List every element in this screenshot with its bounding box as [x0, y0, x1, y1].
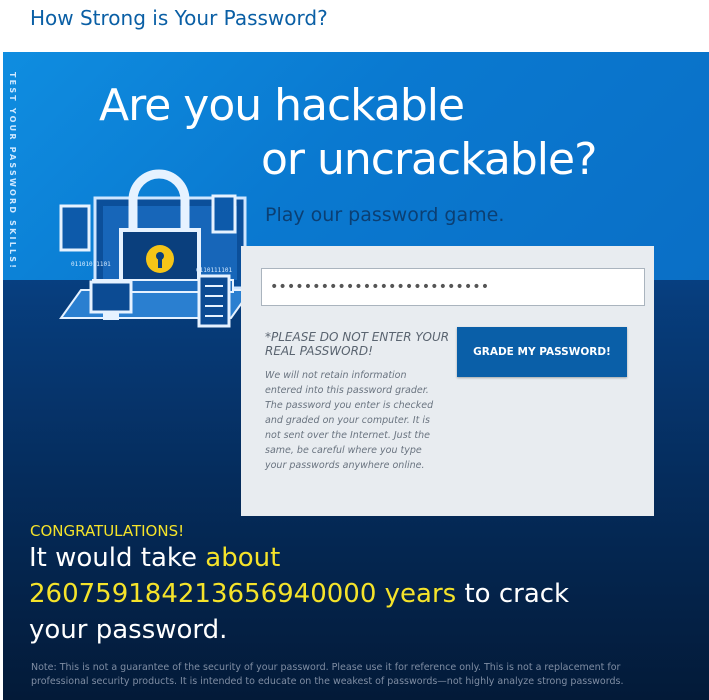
security-illustration: [51, 160, 261, 340]
subheadline: Play our password game.: [265, 204, 505, 226]
side-tagline: [7, 72, 27, 272]
phone-icon: [213, 196, 235, 232]
grade-password-button[interactable]: GRADE MY PASSWORD!: [457, 327, 627, 377]
headline-line-1: Are you hackable: [99, 80, 465, 131]
password-input[interactable]: [261, 268, 645, 306]
congratulations-label: CONGRATULATIONS!: [30, 522, 185, 540]
password-panel: [241, 246, 654, 516]
privacy-disclaimer: We will not retain information entered into this password grader. The password you enter is checked and graded on your computer. It is not sent over the Internet. Just the same, be careful where you type your passwords anywhere online.: [265, 370, 434, 471]
tablet-icon: [61, 206, 89, 250]
crack-time-result: [29, 540, 629, 648]
svg-text:0110111101: 0110111101: [196, 267, 233, 274]
footer-note: Note: This is not a guarantee of the security of your password. Please use it for reference only. This is not a replacement for professional security products. It is intended to educate on the weakest of passwords—not highly analyze strong passwords.: [31, 662, 624, 687]
headline-line-2: or uncrackable?: [261, 134, 597, 185]
page-title: How Strong is Your Password?: [30, 6, 328, 30]
result-suffix: your password.: [29, 615, 228, 645]
years-to-crack: 260759184213656940000 years: [29, 579, 457, 609]
server-icon: [199, 276, 229, 326]
hero-banner: [3, 52, 709, 700]
svg-text:01101011101: 01101011101: [71, 261, 111, 268]
result-about: about: [205, 543, 281, 573]
result-prefix: It would take: [29, 543, 206, 573]
side-tagline-text: TEST YOUR PASSWORD SKILLS!: [8, 72, 17, 271]
real-password-warning: *PLEASE DO NOT ENTER YOUR REAL PASSWORD!: [265, 330, 450, 358]
result-middle: to crack: [456, 579, 570, 609]
header: [0, 0, 709, 52]
padlock-icon: [121, 174, 199, 292]
